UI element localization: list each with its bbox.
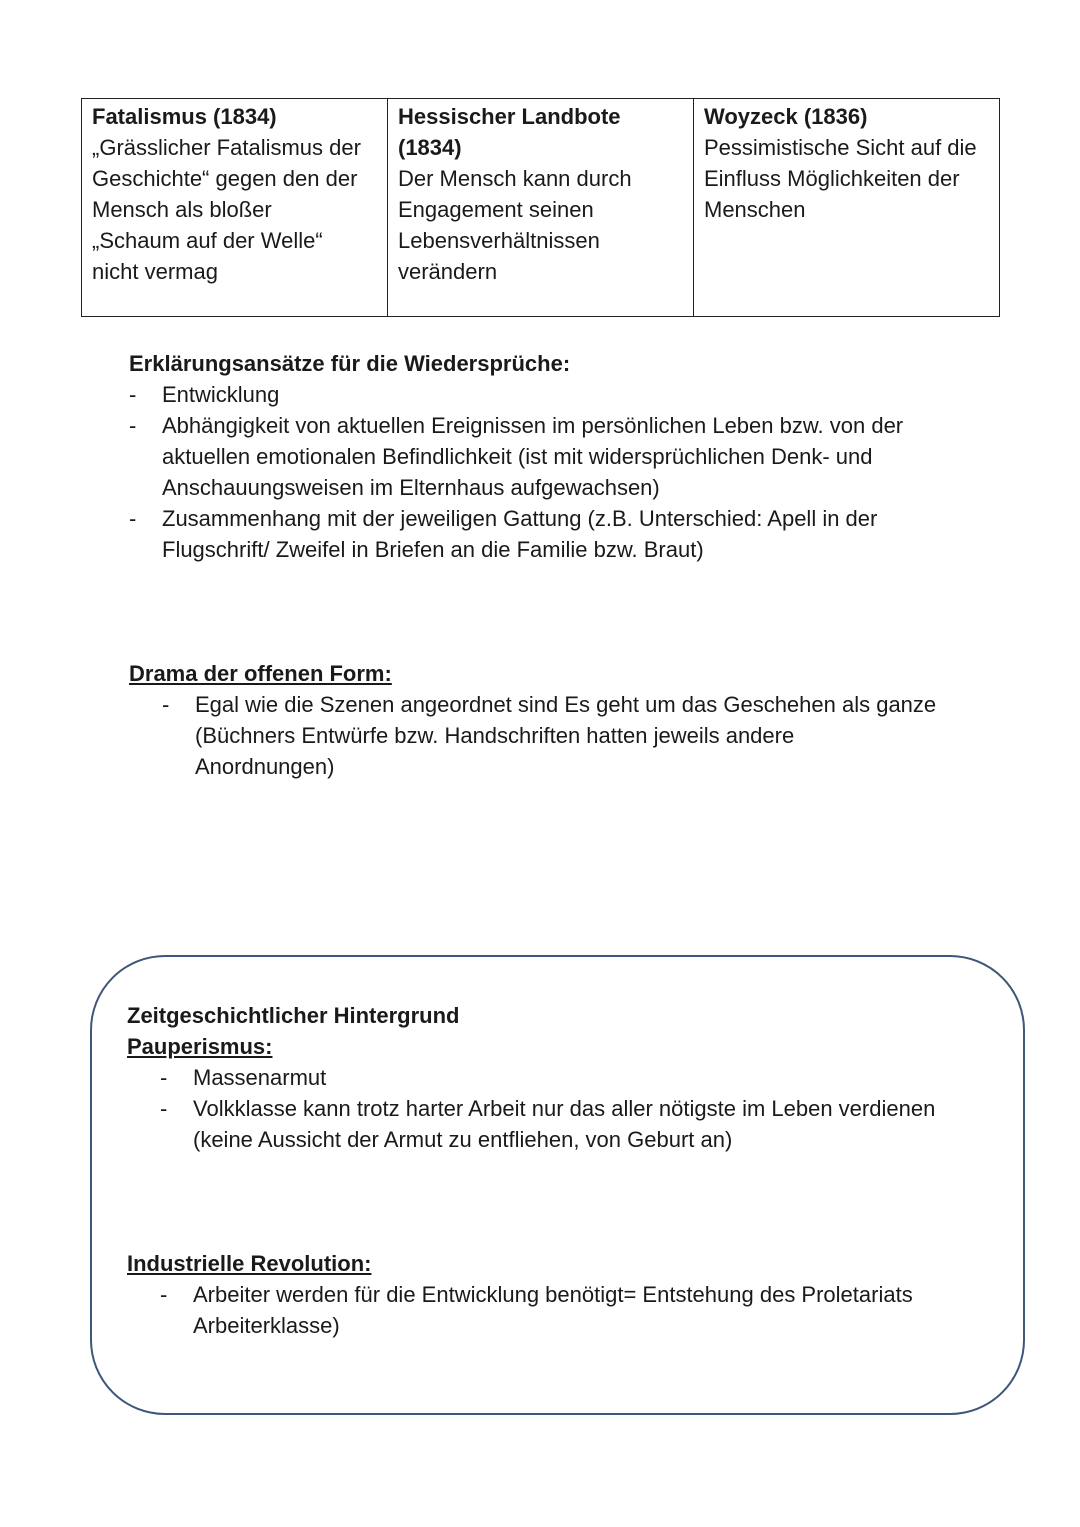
list-item-line: Arbeiter werden für die Entwicklung benötigt= Entstehung des Proletariats (193, 1282, 913, 1307)
list-item-line: Anordnungen) (195, 754, 335, 779)
cell-heading-year: (1834) (398, 135, 462, 160)
list-item-line: Egal wie die Szenen angeordnet sind Es geht um das Geschehen als ganze (195, 692, 937, 717)
pauperism-heading: Pauperismus: (127, 1034, 273, 1059)
list-item-line: Anschauungsweisen im Elternhaus aufgewachsen) (162, 475, 660, 500)
industrial-section (127, 1248, 913, 1341)
cell-text-line: „Grässlicher Fatalismus der (92, 135, 361, 160)
cell-text-line: „Schaum auf der Welle“ (92, 228, 323, 253)
cell-text-line: Geschichte“ gegen den der (92, 166, 358, 191)
cell-text-line: nicht vermag (92, 259, 218, 284)
bullet-dash: - (160, 1065, 168, 1090)
explanations-heading: Erklärungsansätze für die Wiedersprüche: (129, 351, 571, 376)
cell-text-line: Mensch als bloßer (92, 197, 272, 222)
bullet-dash: - (129, 506, 137, 531)
list-item (160, 1093, 936, 1155)
list-item-line: Flugschrift/ Zweifel in Briefen an die Familie bzw. Braut) (162, 537, 704, 562)
table-cell-hessischer-landbote (387, 99, 693, 316)
cell-text-line: Einfluss Möglichkeiten der (704, 166, 960, 191)
cell-text-line: Der Mensch kann durch (398, 166, 632, 191)
list-item-line: (Büchners Entwürfe bzw. Handschriften hatten jeweils andere (195, 723, 795, 748)
cell-heading: Hessischer Landbote (398, 104, 621, 129)
industrial-list (160, 1279, 913, 1341)
industrial-heading: Industrielle Revolution: (127, 1251, 372, 1276)
background-title: Zeitgeschichtlicher Hintergrund (127, 1003, 460, 1028)
bullet-dash: - (160, 1096, 168, 1121)
table-cell-fatalismus (82, 99, 387, 316)
cell-heading: Fatalismus (1834) (92, 104, 277, 129)
background-section (127, 1000, 935, 1155)
explanations-section (129, 348, 903, 565)
list-item (160, 1279, 913, 1341)
list-item-line: aktuellen emotionalen Befindlichkeit (ist mit widersprüchlichen Denk- und (162, 444, 873, 469)
list-item (162, 689, 937, 782)
comparison-table (81, 98, 1000, 317)
pauperism-list (160, 1062, 936, 1155)
bullet-dash: - (129, 413, 137, 438)
cell-text-line: Pessimistische Sicht auf die (704, 135, 977, 160)
drama-section (129, 658, 936, 782)
bullet-dash: - (162, 692, 170, 717)
list-item (129, 379, 903, 410)
cell-text-line: Lebensverhältnissen (398, 228, 600, 253)
list-item (160, 1062, 935, 1093)
bullet-dash: - (160, 1282, 168, 1307)
table-cell-woyzeck (693, 99, 999, 316)
list-item-line: Arbeiterklasse) (193, 1313, 340, 1338)
list-item-line: Zusammenhang mit der jeweiligen Gattung (z.B. Unterschied: Apell in der (162, 506, 878, 531)
cell-text-line: Menschen (704, 197, 806, 222)
list-item (129, 503, 903, 565)
list-item-line: (keine Aussicht der Armut zu entfliehen, von Geburt an) (193, 1127, 733, 1152)
explanations-list (129, 379, 904, 565)
list-item-line: Abhängigkeit von aktuellen Ereignissen im persönlichen Leben bzw. von der (162, 413, 904, 438)
list-item-line: Volkklasse kann trotz harter Arbeit nur das aller nötigste im Leben verdienen (193, 1096, 936, 1121)
list-item-line: Entwicklung (162, 382, 280, 407)
drama-list (162, 689, 937, 782)
list-item (129, 410, 904, 503)
drama-heading: Drama der offenen Form: (129, 661, 392, 686)
cell-text-line: verändern (398, 259, 498, 284)
list-item-line: Massenarmut (193, 1065, 327, 1090)
cell-text-line: Engagement seinen (398, 197, 594, 222)
bullet-dash: - (129, 382, 137, 407)
cell-heading: Woyzeck (1836) (704, 104, 868, 129)
